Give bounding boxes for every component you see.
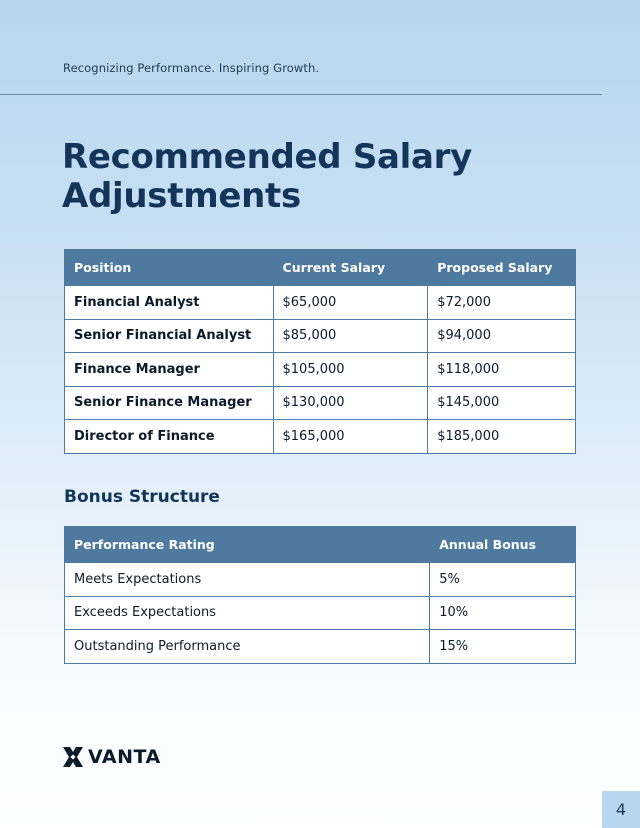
- current-salary-cell: $65,000: [273, 286, 428, 320]
- vanta-logo-icon: [62, 746, 84, 768]
- column-header-position: Position: [65, 250, 274, 286]
- performance-rating-cell: Meets Expectations: [65, 563, 430, 597]
- vanta-logo: [62, 746, 161, 768]
- table-row: [65, 386, 576, 420]
- proposed-salary-cell: $118,000: [428, 353, 576, 387]
- bonus-structure-heading: Bonus Structure: [64, 487, 220, 507]
- performance-rating-cell: Exceeds Expectations: [65, 596, 430, 630]
- table-row: [65, 596, 576, 630]
- proposed-salary-cell: $145,000: [428, 386, 576, 420]
- annual-bonus-cell: 10%: [430, 596, 576, 630]
- annual-bonus-cell: 15%: [430, 630, 576, 664]
- position-cell: Senior Financial Analyst: [65, 319, 274, 353]
- performance-rating-cell: Outstanding Performance: [65, 630, 430, 664]
- bonus-structure-table: [64, 526, 576, 664]
- header-divider: [0, 94, 602, 95]
- table-header-row: [65, 250, 576, 286]
- proposed-salary-cell: $185,000: [428, 420, 576, 454]
- position-cell: Senior Finance Manager: [65, 386, 274, 420]
- table-row: [65, 563, 576, 597]
- column-header-annual-bonus: Annual Bonus: [430, 527, 576, 563]
- column-header-proposed-salary: Proposed Salary: [428, 250, 576, 286]
- current-salary-cell: $105,000: [273, 353, 428, 387]
- page-title: Recommended Salary Adjustments: [62, 137, 473, 216]
- logo-wordmark: VANTA: [88, 746, 161, 768]
- page-number: 4: [602, 791, 640, 828]
- current-salary-cell: $85,000: [273, 319, 428, 353]
- position-cell: Financial Analyst: [65, 286, 274, 320]
- column-header-performance-rating: Performance Rating: [65, 527, 430, 563]
- table-row: [65, 286, 576, 320]
- current-salary-cell: $130,000: [273, 386, 428, 420]
- annual-bonus-cell: 5%: [430, 563, 576, 597]
- table-row: [65, 630, 576, 664]
- salary-adjustments-table: [64, 249, 576, 454]
- proposed-salary-cell: $72,000: [428, 286, 576, 320]
- proposed-salary-cell: $94,000: [428, 319, 576, 353]
- table-row: [65, 353, 576, 387]
- table-header-row: [65, 527, 576, 563]
- position-cell: Director of Finance: [65, 420, 274, 454]
- table-row: [65, 420, 576, 454]
- tagline: Recognizing Performance. Inspiring Growth.: [63, 61, 320, 75]
- column-header-current-salary: Current Salary: [273, 250, 428, 286]
- table-row: [65, 319, 576, 353]
- current-salary-cell: $165,000: [273, 420, 428, 454]
- position-cell: Finance Manager: [65, 353, 274, 387]
